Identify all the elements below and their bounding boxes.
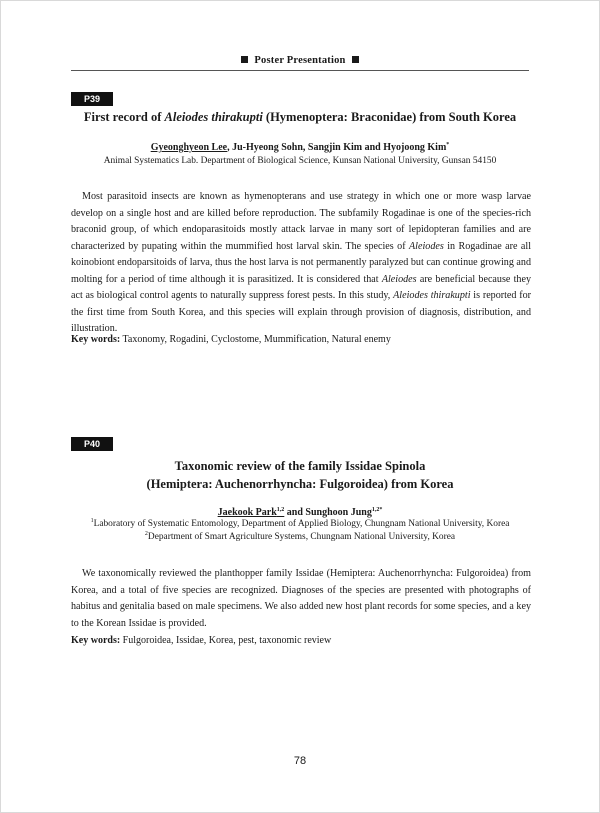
black-square-icon <box>352 56 359 63</box>
p40-keywords: Key words: Fulgoroidea, Issidae, Korea, pest, taxonomic review <box>71 635 332 646</box>
p39-keywords: Key words: Taxonomy, Rogadini, Cyclostome, Mummification, Natural enemy <box>71 334 391 345</box>
page-number: 78 <box>293 755 307 767</box>
p39-authors: Gyeonghyeon Lee, Ju-Hyeong Sohn, Sangjin Kim and Hyojoong Kim* <box>150 142 450 153</box>
p39-affiliation: Animal Systematics Lab. Department of Biological Science, Kunsan National University, Gunsan 54150 <box>103 156 497 166</box>
p39-title: First record of Aleiodes thirakupti (Hymenoptera: Braconidae) from South Korea <box>83 110 517 124</box>
p40-authors: Jaekook Park$^{1,2}$ and Sunghoon Jung$^{1,2*}$ <box>217 507 383 518</box>
presenting-author: Gyeonghyeon Lee <box>150 142 228 153</box>
p40-affiliation-1: $^1$Laboratory of Systematic Entomology, Department of Applied Biology, Chungnam National University, Korea <box>90 518 510 529</box>
poster-badge-p40: P40 <box>71 437 113 451</box>
p40-affiliation-2: $^2$Department of Smart Agriculture Systems, Chungnam National University, Korea <box>144 531 456 542</box>
header-rule <box>71 70 529 71</box>
poster-badge-p39: P39 <box>71 92 113 106</box>
p39-abstract: Most parasitoid insects are known as hymenopterans and use strategy in which one or more wasp larvae develop on a single host and are killed before reproduction. The subfamily Rogadinae is one of the species-rich braconid group, of which endoparasitoids mostly attack larvae in many sort of lepidopteran families and are characterized by pupating within the mummified host larval skin. The species of Aleiodes in Rogadinae are all koinobiont endoparsitoids of larva, thus the host larva is not permanently paralyzed but can continue growing and molting for a period of time although it is parasitized. It is considered that Aleiodes are beneficial because they act as biological control agents to naturally suppress forest pests. In this study, Aleiodes thirakupti is reported for the first time from South Korea, and this species will explain through provision of diagnosis, distribution, and illustration. <box>71 191 532 334</box>
black-square-icon <box>241 56 248 63</box>
p40-abstract: We taxonomically reviewed the planthopper family Issidae (Hemiptera: Auchenorrhyncha: Fulgoroidea) from Korea, and a total of five species are recognized. Diagnoses of the species are presented with photographs of habitus and genitalia based on male specimens. We also added new host plant records for some species, and a key to the Korean Issidae is provided. <box>71 568 531 629</box>
running-header <box>0 55 600 66</box>
presenting-author: Jaekook Park$^{1,2}$ <box>217 507 285 518</box>
p40-title: Taxonomic review of the family Issidae Spinola (Hemiptera: Auchenorrhyncha: Fulgoroidea) from Korea <box>146 459 454 491</box>
header-label: Poster Presentation <box>254 55 346 66</box>
